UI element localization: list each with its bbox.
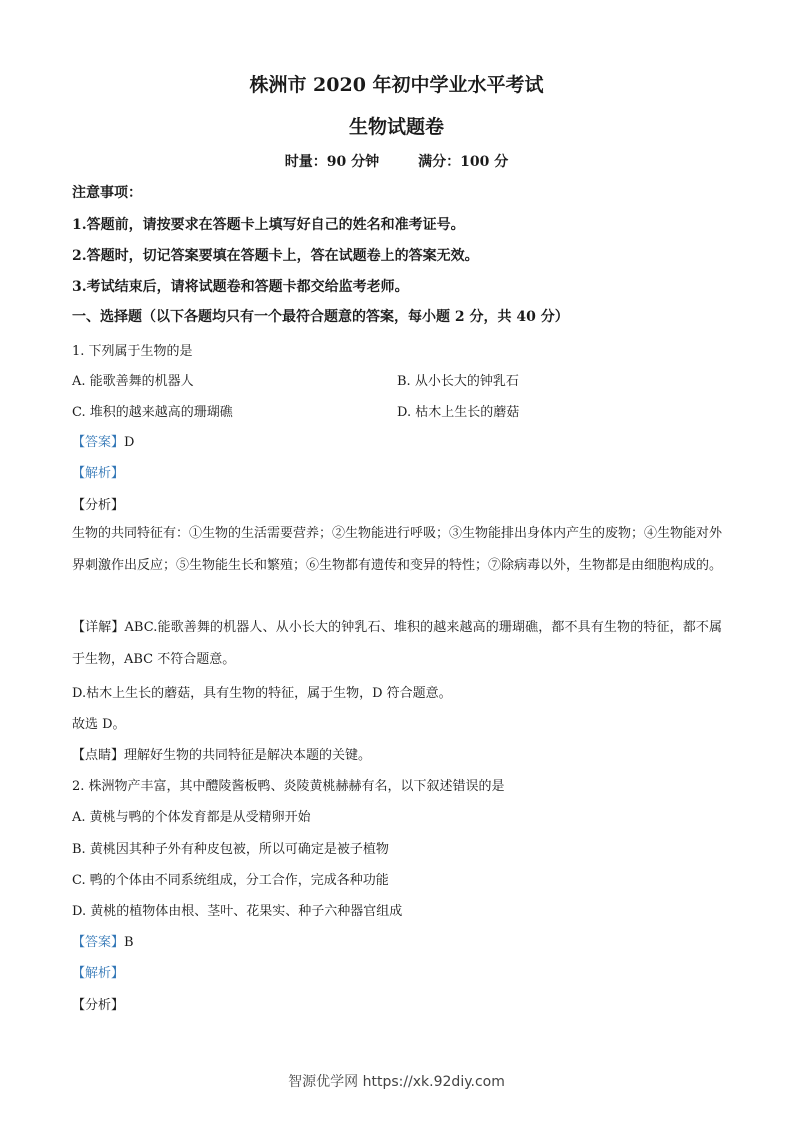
q2-option-c: C. 鸭的个体由不同系统组成，分工合作，完成各种功能 bbox=[72, 873, 389, 888]
q2-fenxi-label: 【分析】 bbox=[72, 998, 125, 1013]
time-score-line: 时量：90 分钟 满分：100 分 bbox=[284, 154, 509, 170]
q1-answer bbox=[72, 431, 134, 450]
notice-item-2: 2.答题时，切记答案要填在答题卡上，答在试题卷上的答案无效。 bbox=[72, 248, 479, 264]
q2-option-b: B. 黄桃因其种子外有种皮包被，所以可确定是被子植物 bbox=[72, 842, 389, 857]
q2-option-d: D. 黄桃的植物体由根、茎叶、花果实、种子六种器官组成 bbox=[72, 904, 403, 919]
notice-item-3: 3.考试结束后，请将试题卷和答题卡都交给监考老师。 bbox=[72, 279, 409, 295]
q1-choose: 故选 D。 bbox=[72, 717, 126, 732]
notice-item-1: 1.答题前，请按要求在答题卡上填写好自己的姓名和准考证号。 bbox=[72, 217, 465, 233]
q2-answer bbox=[72, 931, 134, 950]
q1-option-a: A. 能歌善舞的机器人 bbox=[72, 374, 194, 389]
q1-option-c: C. 堆积的越来越高的珊瑚礁 bbox=[72, 405, 233, 420]
q2-option-a: A. 黄桃与鸭的个体发育都是从受精卵开始 bbox=[72, 810, 311, 825]
q1-comment: 【点睛】理解好生物的共同特征是解决本题的关键。 bbox=[72, 748, 372, 763]
answer-value: B bbox=[124, 935, 134, 950]
footer-watermark: 智源优学网 https://xk.92diy.com bbox=[288, 1074, 505, 1090]
q1-analysis-tag: 【解析】 bbox=[72, 466, 125, 481]
answer-tag: 【答案】 bbox=[72, 435, 125, 450]
q1-fenxi-label: 【分析】 bbox=[72, 498, 125, 513]
exam-title: 株洲市 2020 年初中学业水平考试 bbox=[249, 74, 544, 96]
section-heading: 一、选择题（以下各题均只有一个最符合题意的答案，每小题 2 分，共 40 分） bbox=[72, 309, 569, 325]
q1-option-d: D. 枯木上生长的蘑菇 bbox=[397, 405, 520, 420]
q1-detail-text: 【详解】ABC.能歌善舞的机器人、从小长大的钟乳石、堆积的越来越高的珊瑚礁，都不具有生物的特征，都不属于生物，ABC 不符合题意。 bbox=[72, 620, 722, 667]
notice-heading: 注意事项： bbox=[72, 185, 142, 201]
q2-stem: 2. 株洲物产丰富，其中醴陵酱板鸭、炎陵黄桃赫赫有名，以下叙述错误的是 bbox=[72, 779, 505, 794]
answer-tag: 【答案】 bbox=[72, 935, 125, 950]
q1-option-b: B. 从小长大的钟乳石 bbox=[397, 374, 519, 389]
answer-value: D bbox=[124, 435, 135, 450]
exam-subtitle: 生物试题卷 bbox=[348, 116, 444, 138]
q1-stem: 1. 下列属于生物的是 bbox=[72, 344, 193, 359]
q1-fenxi-text: 生物的共同特征有：①生物的生活需要营养；②生物能进行呼吸；③生物能排出身体内产生的废物；④生物能对外界刺激作出反应；⑤生物能生长和繁殖；⑥生物都有遗传和变异的特性；⑦除病毒以外，生物都是由细胞构成的。 bbox=[72, 526, 723, 573]
q1-detail-d: D.枯木上生长的蘑菇，具有生物的特征，属于生物，D 符合题意。 bbox=[72, 686, 452, 701]
q2-analysis-tag: 【解析】 bbox=[72, 966, 125, 981]
